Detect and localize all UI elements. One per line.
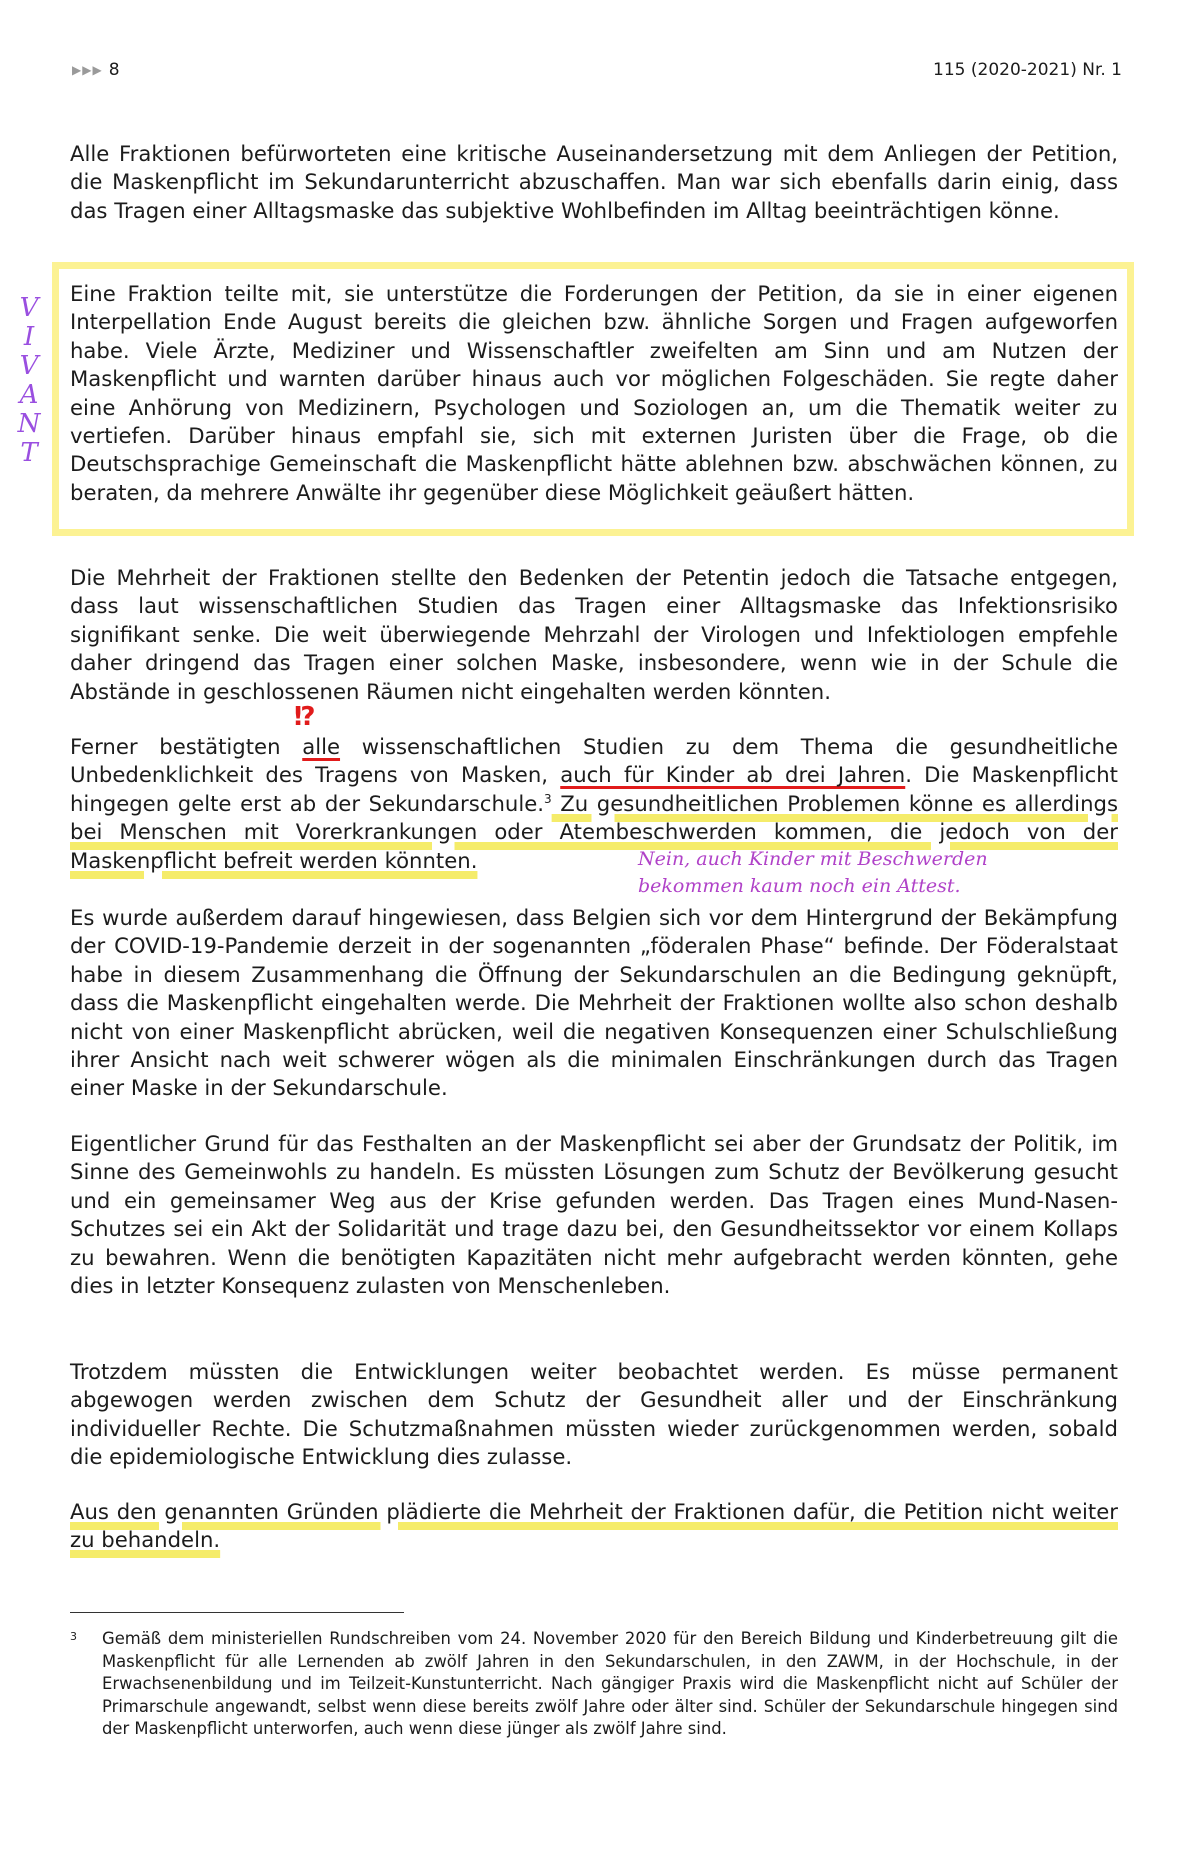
page-header xyxy=(72,58,1122,82)
footnote-text: Gemäß dem ministeriellen Rundschreiben vom 24. November 2020 für den Bereich Bildung und Kinderbetreuung gilt die Maskenpflicht für alle Lernenden ab zwölf Jahren in den Sekundarschulen, in den ZAWM, in der Hochschule, in der Erwachsenenbildung und im Teilzeit-Kunstunterricht. Nach gängiger Praxis wird die Maskenpflicht nicht auf Schüler der Primarschule angewandt, selbst wenn diese bereits zwölf Jahre oder älter sind. Schüler der Sekundarschule hingegen sind der Maskenpflicht unterworfen, auch wenn diese jünger als zwölf Jahre sind. xyxy=(102,1629,1118,1739)
paragraph-3: Die Mehrheit der Fraktionen stellte den Bedenken der Petentin jedoch die Tatsache entgegen, dass laut wissenschaftlichen Studien das Tragen einer Alltagsmaske das Infektionsrisiko signifikant senke. Die weit überwiegende Mehrzahl der Virologen und Infektiologen empfehle daher dringend das Tragen einer solchen Maske, insbesondere, wenn wie in der Schule die Abstände in geschlossenen Räumen nicht eingehalten werden könnten. xyxy=(70,565,1118,704)
document-reference: 115 (2020-2021) Nr. 1 xyxy=(933,60,1122,80)
footnote-3 xyxy=(70,1628,1118,1741)
note-line-1: Nein, auch Kinder mit Beschwerden xyxy=(638,848,988,870)
p4-part-c: wissenschaftlichen Studien zu dem Thema die gesundheitliche Unbedenklichkeit des Tragens von Masken, xyxy=(70,734,1118,788)
red-underlined-phrase: auch für Kinder ab drei Jahren xyxy=(560,762,906,788)
yellow-highlighted-conclusion: Aus den genannten Gründen plädierte die Mehrheit der Fraktionen dafür, die Petition nicht weiter zu behandeln. xyxy=(70,1499,1118,1553)
red-underlined-alle: alle xyxy=(302,734,341,759)
vivant-letter: V xyxy=(19,351,39,381)
footnote-number: 3 xyxy=(70,1630,77,1643)
paragraph-2-boxed: Eine Fraktion teilte mit, sie unterstütze die Forderungen der Petition, da sie in einer eigenen Interpellation Ende August bereits die gleichen bzw. ähnliche Sorgen und Fragen aufgeworfen habe. Viele Ärzte, Mediziner und Wissenschaftler zweifelten am Sinn und am Nutzen der Maskenpflicht und warnten darüber hinaus auch vor möglichen Folgeschäden. Sie regte daher eine Anhörung von Medizinern, Psychologen und Soziologen an, um die Thematik weiter zu vertiefen. Darüber hinaus empfahl sie, sich mit externen Juristen über die Frage, ob die Deutschsprachige Gemeinschaft die Maskenpflicht hätte ablehnen bzw. abschwächen können, zu beraten, da mehrere Anwälte ihr gegenüber diese Möglichkeit geäußert hätten. xyxy=(70,281,1118,505)
vivant-letter: N xyxy=(17,409,41,439)
paragraph-1: Alle Fraktionen befürworteten eine kritische Auseinandersetzung mit dem Anliegen der Petition, die Maskenpflicht im Sekundarunterricht abzuschaffen. Man war sich ebenfalls darin einig, dass das Tragen einer Alltagsmaske das subjektive Wohlbefinden im Alltag beeinträchtigen könne. xyxy=(70,141,1118,223)
page-number: 8 xyxy=(108,60,120,80)
footnote-divider xyxy=(70,1612,404,1613)
vivant-letter: A xyxy=(19,380,39,410)
exclamation-question-mark: ⁉ xyxy=(294,702,314,732)
vivant-letter: T xyxy=(20,438,38,468)
footnote-reference[interactable]: 3 xyxy=(543,791,552,806)
paragraph-7: Trotzdem müssten die Entwicklungen weiter beobachtet werden. Es müsse permanent abgewogen werden zwischen dem Schutz der Gesundheit aller und der Einschränkung individueller Rechte. Die Schutzmaßnahmen müssten wieder zurückgenommen werden, sobald die epidemiologische Entwicklung dies zulasse. xyxy=(70,1359,1118,1470)
yellow-highlighted-sentence: Zu gesundheitlichen Problemen könne es allerdings bei Menschen mit Vorerkrankungen oder Atembeschwerden kommen, die jedoch von der Maskenpflicht befreit werden könnten. xyxy=(70,790,1118,873)
vivant-annotation xyxy=(14,294,44,468)
vivant-letter: I xyxy=(23,322,35,352)
vivant-letter: V xyxy=(19,293,39,323)
triple-arrow-icon: ▶▶▶ xyxy=(72,63,103,77)
header-left xyxy=(72,60,120,80)
paragraph-6: Eigentlicher Grund für das Festhalten an der Maskenpflicht sei aber der Grundsatz der Politik, im Sinne des Gemeinwohls zu handeln. Es müssten Lösungen zum Schutz der Bevölkerung gesucht und ein gemeinsamer Weg aus der Krise gefunden werden. Das Tragen eines Mund-Nasen-Schutzes sei ein Akt der Solidarität und trage dazu bei, den Gesundheitssektor vor einem Kollaps zu bewahren. Wenn die benötigten Kapazitäten nicht mehr aufgebracht werden könnten, gehe dies in letzter Konsequenz zulasten von Menschenleben. xyxy=(70,1131,1118,1299)
handwritten-note xyxy=(638,846,1108,900)
note-line-2: bekommen kaum noch ein Attest. xyxy=(638,875,961,897)
p4-part-a: Ferner bestätigten xyxy=(70,734,303,759)
p4-part-e: . Die Maskenpflicht hingegen gelte erst ab der Sekundarschule. xyxy=(70,762,1118,816)
paragraph-5: Es wurde außerdem darauf hingewiesen, dass Belgien sich vor dem Hintergrund der Bekämpfung der COVID-19-Pandemie derzeit in der sogenannten „föderalen Phase“ befinde. Der Föderalstaat habe in diesem Zusammenhang die Öffnung der Sekundarschulen an die Bedingung geknüpft, dass die Maskenpflicht eingehalten werde. Die Mehrheit der Fraktionen wollte also schon deshalb nicht von einer Maskenpflicht abrücken, weil die negativen Konsequenzen einer Schulschließung ihrer Ansicht nach weit schwerer wögen als die minimalen Einschränkungen durch das Tragen einer Maske in der Sekundarschule. xyxy=(70,905,1118,1101)
paragraph-8 xyxy=(70,1498,1118,1555)
